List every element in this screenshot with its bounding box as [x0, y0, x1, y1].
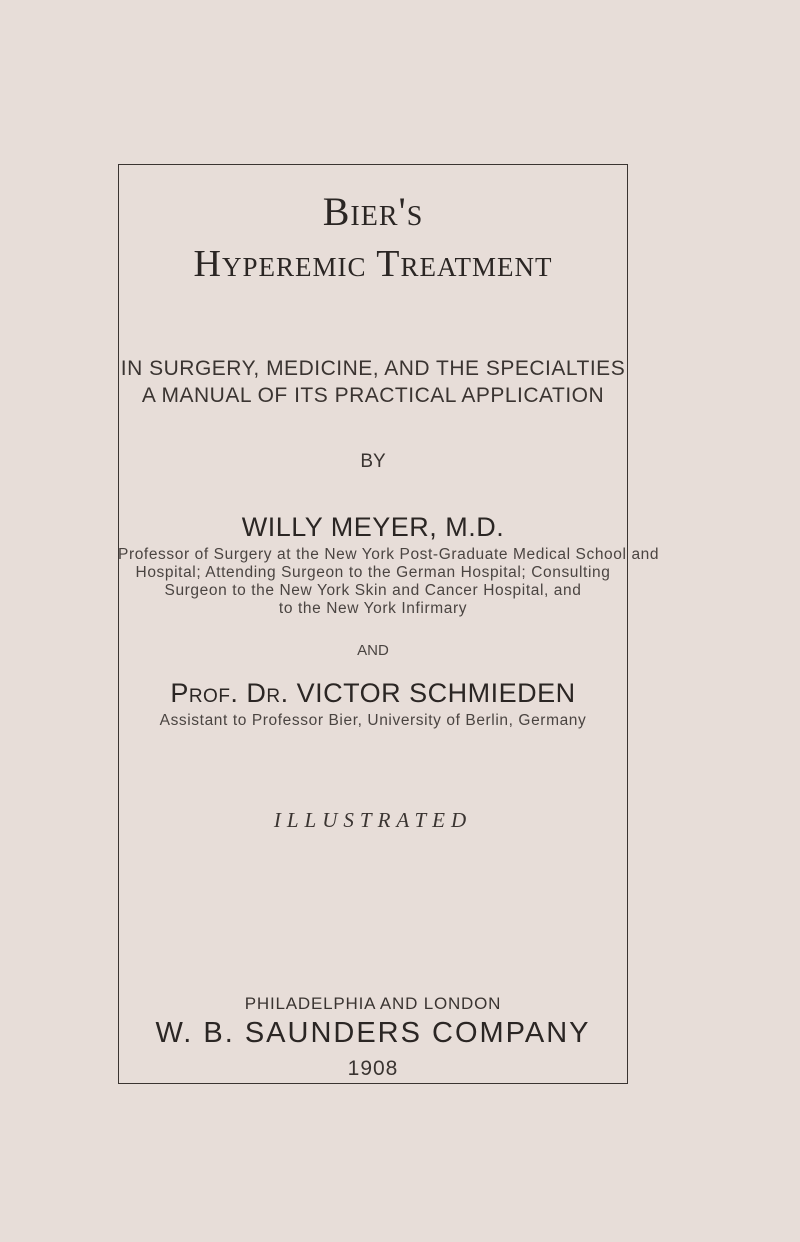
page-border	[118, 164, 660, 1084]
title-line-2: Hyperemic Treatment	[193, 243, 553, 285]
author-1-name: WILLY MEYER, M.D.	[241, 512, 505, 542]
illustrated-label: ILLUSTRATED	[273, 808, 473, 832]
and-label: AND	[357, 642, 389, 659]
author-2-name: Prof. Dr. VICTOR SCHMIEDEN	[170, 678, 576, 708]
by-label: BY	[360, 451, 386, 472]
author-1-credentials-line: Surgeon to the New York Skin and Cancer Hospital, and	[164, 582, 582, 599]
title-line-1: Bier's	[322, 189, 424, 234]
author-1-credentials-line: Hospital; Attending Surgeon to the German Hospital; Consulting	[135, 564, 611, 581]
author-2-credentials: Assistant to Professor Bier, University of Berlin, Germany	[159, 712, 587, 729]
author-1-credentials-line: to the New York Infirmary	[278, 600, 468, 617]
publisher-place: PHILADELPHIA AND LONDON	[244, 994, 502, 1013]
subtitle-line-1: IN SURGERY, MEDICINE, AND THE SPECIALTIES	[120, 357, 626, 380]
author-1-credentials-line: Professor of Surgery at the New York Post-Graduate Medical School and	[118, 546, 660, 563]
subtitle-line-2: A MANUAL OF ITS PRACTICAL APPLICATION	[141, 384, 605, 407]
publisher-name: W. B. SAUNDERS COMPANY	[155, 1017, 591, 1049]
publication-year: 1908	[347, 1057, 399, 1080]
